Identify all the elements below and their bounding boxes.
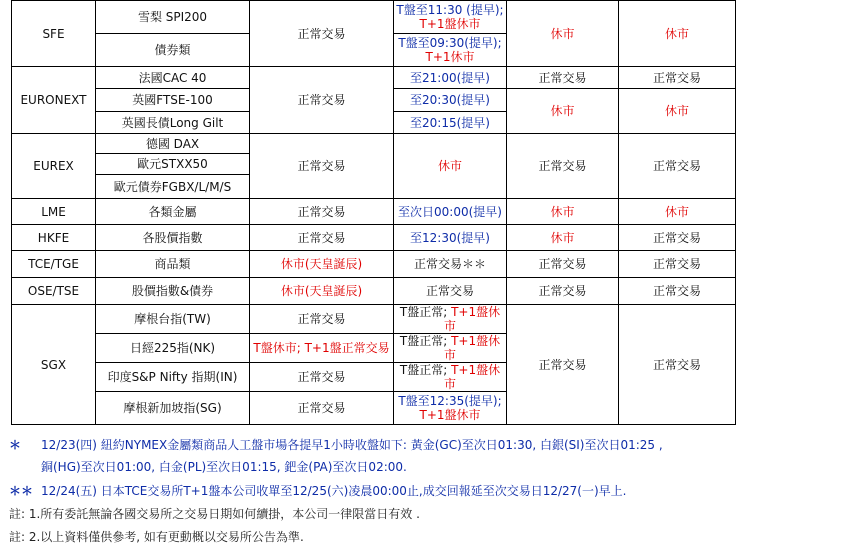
exchange-eurex: EUREX	[12, 134, 96, 199]
row-lme	[12, 199, 736, 225]
product-index-bonds: 股價指數&債券	[96, 278, 250, 305]
product-metals: 各類金屬	[96, 199, 250, 225]
row-sfe	[12, 1, 736, 34]
sgx-sg-t1: T+1盤休市	[419, 408, 481, 422]
eurex-col3: 正常交易	[507, 134, 619, 199]
sgx-col3: 正常交易	[507, 305, 619, 425]
product-cac40: 法國CAC 40	[96, 67, 250, 89]
eurex-col4: 正常交易	[619, 134, 736, 199]
product-commodities: 商品類	[96, 251, 250, 278]
sgx-nk-t1-normal: T+1盤正常交易	[304, 341, 390, 355]
tce-col4: 正常交易	[619, 251, 736, 278]
euronext-col2-ftse: 至20:30(提早)	[394, 89, 507, 112]
lme-col1: 正常交易	[250, 199, 394, 225]
sfe-col4: 休市	[619, 1, 736, 67]
euronext-col4-uk: 休市	[619, 89, 736, 134]
sfe-col2-spi	[394, 1, 507, 34]
note-disclaimer: 註: 2.以上資料僅供參考, 如有更動概以交易所公告為準.	[9, 530, 304, 544]
exchange-lme: LME	[12, 199, 96, 225]
sgx-col1-tw: 正常交易	[250, 305, 394, 334]
sgx-col1-sg: 正常交易	[250, 392, 394, 425]
sgx-nk-t1: T+1盤休市	[443, 334, 501, 362]
product-msci-tw: 摩根台指(TW)	[96, 305, 250, 334]
euronext-col3-uk: 休市	[507, 89, 619, 134]
row-tce	[12, 251, 736, 278]
sgx-col1-nk	[250, 334, 394, 363]
sfe-col3: 休市	[507, 1, 619, 67]
sgx-col4: 正常交易	[619, 305, 736, 425]
ose-col3: 正常交易	[507, 278, 619, 305]
exchange-ose: OSE/TSE	[12, 278, 96, 305]
euronext-col2-gilt: 至20:15(提早)	[394, 112, 507, 134]
note-nymex-text1: 12/23(四) 紐約NYMEX金屬類商品人工盤市場各提早1小時收盤如下: 黃金(GC)至次日01:30, 白銀(SI)至次日01:25 ,	[41, 438, 663, 452]
tce-col3: 正常交易	[507, 251, 619, 278]
sgx-col2-in	[394, 363, 507, 392]
sgx-in-t1: T+1盤休市	[443, 363, 501, 391]
sgx-nk-t-closed: T盤休市;	[253, 341, 305, 355]
product-stxx50: 歐元STXX50	[96, 154, 250, 175]
note-star-mark: ＊	[9, 438, 22, 452]
exchange-sgx: SGX	[12, 305, 96, 425]
sfe-spi-t1: T+1盤休市	[419, 17, 481, 31]
product-nifty: 印度S&P Nifty 指期(IN)	[96, 363, 250, 392]
sgx-tw-t1: T+1盤休市	[443, 305, 501, 333]
lme-col3: 休市	[507, 199, 619, 225]
product-long-gilt: 英國長債Long Gilt	[96, 112, 250, 134]
sgx-tw-t: T盤正常;	[399, 305, 452, 319]
holiday-trading-table	[11, 0, 736, 425]
ose-col4: 正常交易	[619, 278, 736, 305]
sfe-col1: 正常交易	[250, 1, 394, 67]
sfe-bond-t: T盤至09:30(提早);	[398, 36, 502, 50]
product-hk-index: 各股價指數	[96, 225, 250, 251]
euronext-col3-cac: 正常交易	[507, 67, 619, 89]
hkfe-col1: 正常交易	[250, 225, 394, 251]
product-ftse100: 英國FTSE-100	[96, 89, 250, 112]
sgx-col2-nk	[394, 334, 507, 363]
product-spi200: 雪梨 SPI200	[96, 1, 250, 34]
ose-col2: 正常交易	[394, 278, 507, 305]
product-bonds: 債券類	[96, 34, 250, 67]
hkfe-col4: 正常交易	[619, 225, 736, 251]
sfe-spi-t: T盤至11:30 (提早);	[396, 3, 504, 17]
euronext-col4-cac: 正常交易	[619, 67, 736, 89]
eurex-col2: 休市	[394, 134, 507, 199]
product-nikkei225: 日經225指(NK)	[96, 334, 250, 363]
tce-col1: 休市(天皇誕辰)	[250, 251, 394, 278]
sfe-col2-bond	[394, 34, 507, 67]
lme-col4: 休市	[619, 199, 736, 225]
row-euronext	[12, 67, 736, 89]
sfe-bond-t1: T+1休市	[425, 50, 475, 64]
sgx-nk-t: T盤正常;	[399, 334, 452, 348]
sgx-col2-tw	[394, 305, 507, 334]
sgx-in-t: T盤正常;	[399, 363, 452, 377]
exchange-tce: TCE/TGE	[12, 251, 96, 278]
exchange-sfe: SFE	[12, 1, 96, 67]
note-nymex-line2: 銅(HG)至次日01:00, 白金(PL)至次日01:15, 鈀金(PA)至次日02:00.	[41, 460, 407, 474]
eurex-col1: 正常交易	[250, 134, 394, 199]
euronext-col2-cac: 至21:00(提早)	[394, 67, 507, 89]
note-tce-text: 12/24(五) 日本TCE交易所T+1盤本公司收單至12/25(六)凌晨00:00止,成交回報延至次交易日12/27(一)早上.	[41, 484, 627, 498]
product-fgbx: 歐元債券FGBX/L/M/S	[96, 175, 250, 199]
sgx-col1-in: 正常交易	[250, 363, 394, 392]
row-eurex	[12, 134, 736, 154]
row-hkfe	[12, 225, 736, 251]
hkfe-col2: 至12:30(提早)	[394, 225, 507, 251]
exchange-euronext: EURONEXT	[12, 67, 96, 134]
euronext-col1: 正常交易	[250, 67, 394, 134]
row-ose	[12, 278, 736, 305]
exchange-hkfe: HKFE	[12, 225, 96, 251]
row-sgx-tw	[12, 305, 736, 334]
ose-col1: 休市(天皇誕辰)	[250, 278, 394, 305]
note-double-star-mark: ＊＊	[9, 484, 34, 498]
product-dax: 德國 DAX	[96, 134, 250, 154]
tce-col2: 正常交易＊＊	[394, 251, 507, 278]
sgx-sg-t: T盤至12:35(提早);	[398, 394, 502, 408]
note-tce	[9, 482, 626, 499]
hkfe-col3: 休市	[507, 225, 619, 251]
product-msci-sg: 摩根新加坡指(SG)	[96, 392, 250, 425]
note-nymex-line1	[9, 436, 663, 453]
lme-col2: 至次日00:00(提早)	[394, 199, 507, 225]
note-validity: 註: 1.所有委託無論各國交易所之交易日期如何續掛，本公司一律限當日有效 .	[9, 507, 420, 521]
sgx-col2-sg	[394, 392, 507, 425]
